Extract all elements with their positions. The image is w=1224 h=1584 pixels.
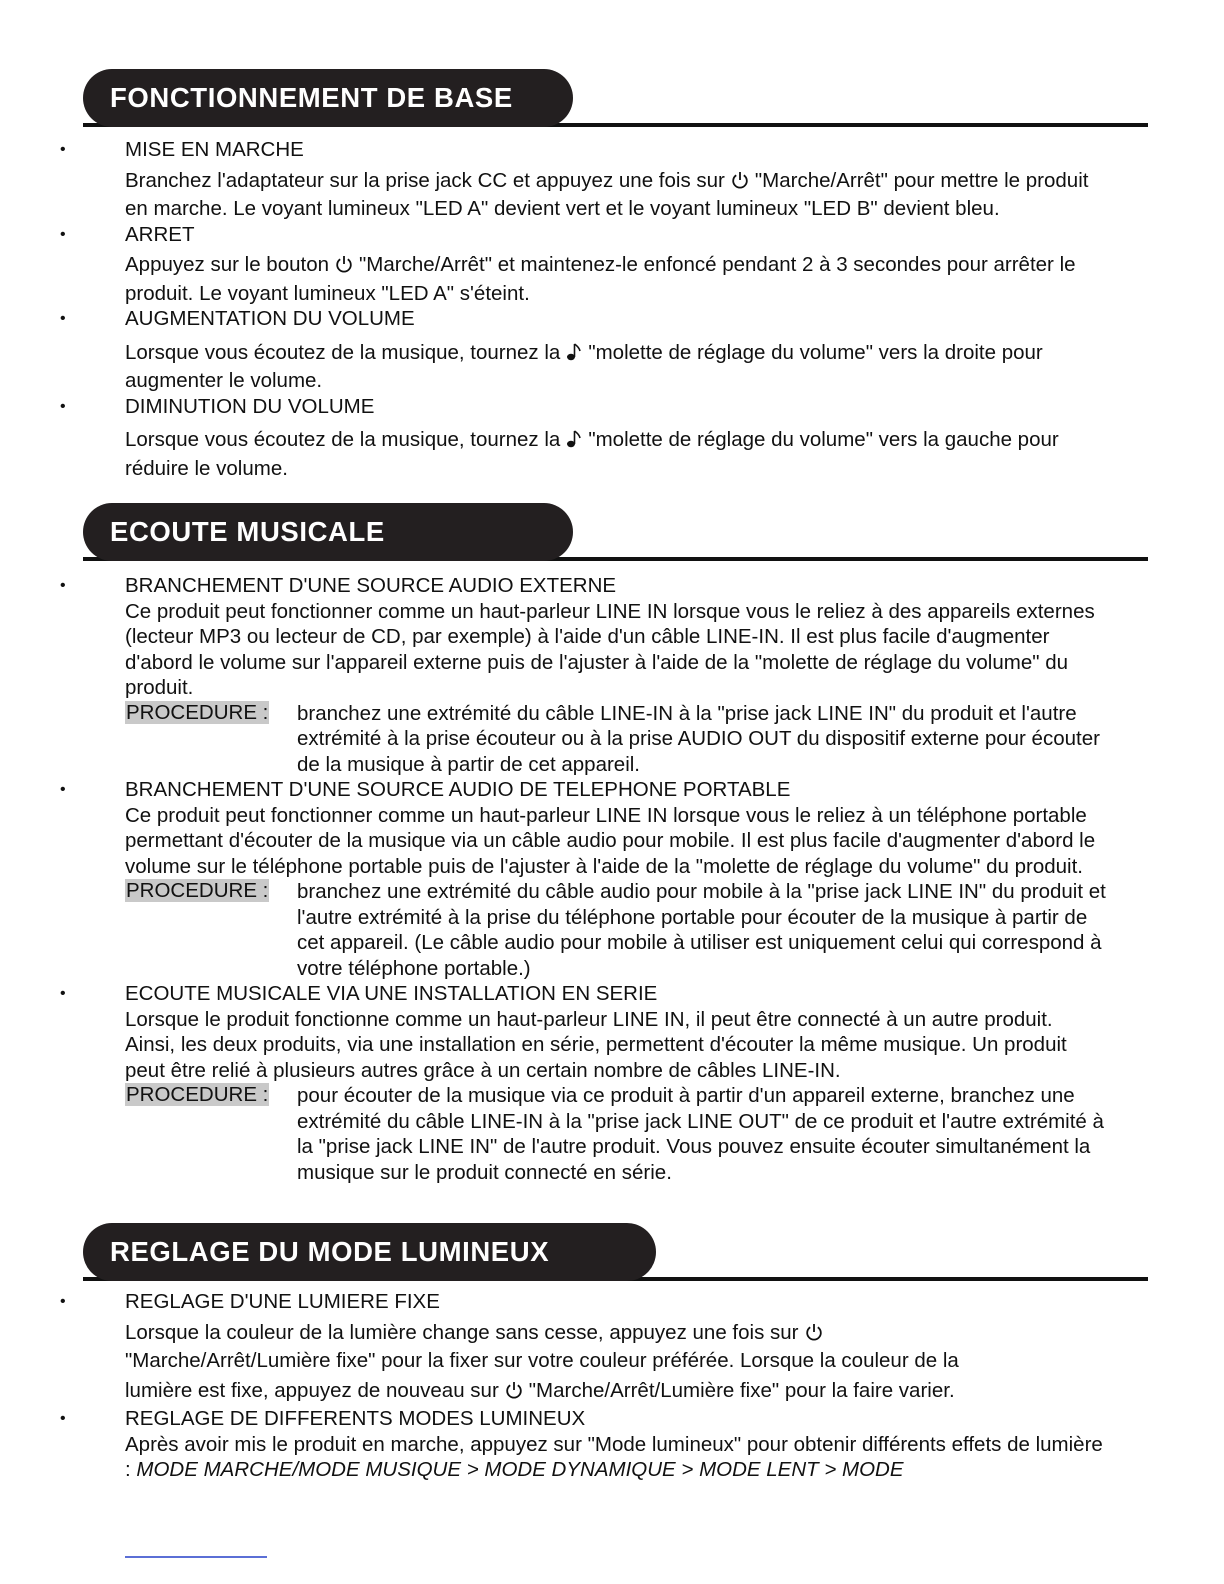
- list-item: [0, 1289, 1224, 1406]
- item-body: Appuyez sur le bouton "Marche/Arrêt" et maintenez-le enfoncé pendant 2 à 3 secondes pour arrêter le produit. Le voyant lumineux "LED A" s'éteint.: [125, 253, 1076, 305]
- procedure-text: pour écouter de la musique via ce produit à partir d'un appareil externe, branchez une extrémité du câble LINE-IN à la "prise jack LINE OUT" de ce produit et l'autre extrémité à la "prise jack LINE IN" de l'autre produit. Vous pouvez ensuite écouter simultanément la musique sur le produit connecté en série.: [297, 1084, 1104, 1184]
- item-title: REGLAGE D'UNE LUMIERE FIXE: [125, 1290, 440, 1313]
- section-header-fonctionnement: [83, 69, 1148, 127]
- bullet: •: [60, 310, 66, 327]
- bullet: •: [60, 1410, 66, 1427]
- section-header-ecoute: [83, 503, 1148, 561]
- item-body: Lorsque la couleur de la lumière change sans cesse, appuyez une fois sur "Marche/Arrêt/Lumière fixe" pour la fixer sur votre couleur préférée. Lorsque la couleur de la lumière est fixe, appuyez de nouveau sur "Marche/Arrêt/Lumière fixe" pour la faire varier.: [125, 1320, 1105, 1407]
- procedure: [125, 879, 1110, 981]
- bullet: •: [60, 985, 66, 1002]
- item-body: Lorsque vous écoutez de la musique, tournez la "molette de réglage du volume" vers la gauche pour réduire le volume.: [125, 428, 1059, 480]
- procedure: [125, 701, 1110, 778]
- item-title: ARRET: [125, 222, 195, 246]
- list-item: [0, 222, 1224, 307]
- item-title: MISE EN MARCHE: [125, 138, 304, 161]
- power-icon: [335, 255, 353, 281]
- item-body: Ce produit peut fonctionner comme un haut-parleur LINE IN lorsque vous le reliez à un téléphone portable permettant d'écouter de la musique via un câble audio pour mobile. Il est plus facile d'augmenter d'abord le volume sur le téléphone portable puis de l'ajuster à l'aide de la "molette de réglage du volume" du produit.: [125, 803, 1096, 878]
- bullet: •: [60, 1293, 66, 1310]
- procedure-label: PROCEDURE :: [126, 1083, 269, 1106]
- power-icon: [731, 171, 749, 197]
- item-title: AUGMENTATION DU VOLUME: [125, 307, 415, 330]
- section-body-fonctionnement: [0, 137, 1224, 481]
- procedure-text: branchez une extrémité du câble LINE-IN à la "prise jack LINE IN" du produit et l'autre extrémité à la prise écouteur ou à la prise AUDIO OUT du dispositif externe pour écouter de la musique à partir de cet appareil.: [297, 701, 1100, 776]
- music-note-icon: [566, 342, 582, 369]
- bullet: •: [60, 141, 66, 158]
- section-body-ecoute: [0, 573, 1224, 1185]
- procedure-text: branchez une extrémité du câble audio pour mobile à la "prise jack LINE IN" du produit et l'autre extrémité à la prise du téléphone portable pour écouter de la musique à partir de cet appareil. (Le câble audio pour mobile à utiliser est uniquement celui qui correspond à votre téléphone portable.): [297, 880, 1106, 980]
- bullet: •: [60, 225, 66, 243]
- item-body: Ce produit peut fonctionner comme un haut-parleur LINE IN lorsque vous le reliez à des appareils externes (lecteur MP3 ou lecteur de CD, par exemple) à l'aide d'un câble LINE-IN. Il est plus facile d'augmenter d'abord le volume sur l'appareil externe puis de l'ajuster à l'aide de la "molette de réglage du volume" du produit.: [125, 599, 1095, 699]
- item-title: BRANCHEMENT D'UNE SOURCE AUDIO EXTERNE: [125, 574, 617, 597]
- list-item: [0, 306, 1224, 394]
- item-body: Après avoir mis le produit en marche, appuyez sur "Mode lumineux" pour obtenir différents effets de lumière : MODE MARCHE/MODE MUSIQUE > MODE DYNAMIQUE > MODE LENT > MODE: [125, 1432, 1103, 1481]
- bullet: •: [60, 781, 66, 798]
- list-item: [0, 1406, 1224, 1483]
- section-header-reglage: [83, 1223, 1148, 1281]
- item-body: Branchez l'adaptateur sur la prise jack CC et appuyez une fois sur "Marche/Arrêt" pour mettre le produit en marche. Le voyant lumineux "LED A" devient vert et le voyant lumineux "LED B" devient bleu.: [125, 168, 1089, 220]
- list-item: [0, 777, 1224, 981]
- music-note-icon: [566, 429, 582, 456]
- item-body: Lorsque vous écoutez de la musique, tournez la "molette de réglage du volume" vers la droite pour augmenter le volume.: [125, 340, 1043, 392]
- item-title: ECOUTE MUSICALE VIA UNE INSTALLATION EN SERIE: [125, 982, 658, 1005]
- section-body-reglage: [0, 1289, 1224, 1483]
- footer-line: [125, 1556, 267, 1558]
- list-item: [0, 137, 1224, 222]
- list-item: [0, 981, 1224, 1185]
- power-icon: [805, 1323, 823, 1349]
- list-item: [0, 573, 1224, 777]
- section-title: FONCTIONNEMENT DE BASE: [83, 69, 573, 127]
- mode-sequence: MODE MARCHE/MODE MUSIQUE > MODE DYNAMIQUE > MODE LENT > MODE: [136, 1458, 904, 1481]
- power-icon: [505, 1381, 523, 1407]
- procedure-label: PROCEDURE :: [126, 879, 269, 902]
- procedure-label: PROCEDURE :: [126, 700, 269, 724]
- item-title: BRANCHEMENT D'UNE SOURCE AUDIO DE TELEPHONE PORTABLE: [125, 778, 791, 801]
- section-title: ECOUTE MUSICALE: [83, 503, 573, 561]
- bullet: •: [60, 397, 66, 415]
- item-title: DIMINUTION DU VOLUME: [125, 394, 375, 418]
- item-title: REGLAGE DE DIFFERENTS MODES LUMINEUX: [125, 1407, 586, 1430]
- section-title: REGLAGE DU MODE LUMINEUX: [83, 1223, 656, 1281]
- bullet: •: [60, 577, 66, 594]
- procedure: [125, 1083, 1110, 1185]
- list-item: [0, 394, 1224, 482]
- item-body: Lorsque le produit fonctionne comme un haut-parleur LINE IN, il peut être connecté à un autre produit. Ainsi, les deux produits, via une installation en série, permettent d'écouter la même musique. Un produit peut être relié à plusieurs autres grâce à un certain nombre de câbles LINE-IN.: [125, 1007, 1067, 1082]
